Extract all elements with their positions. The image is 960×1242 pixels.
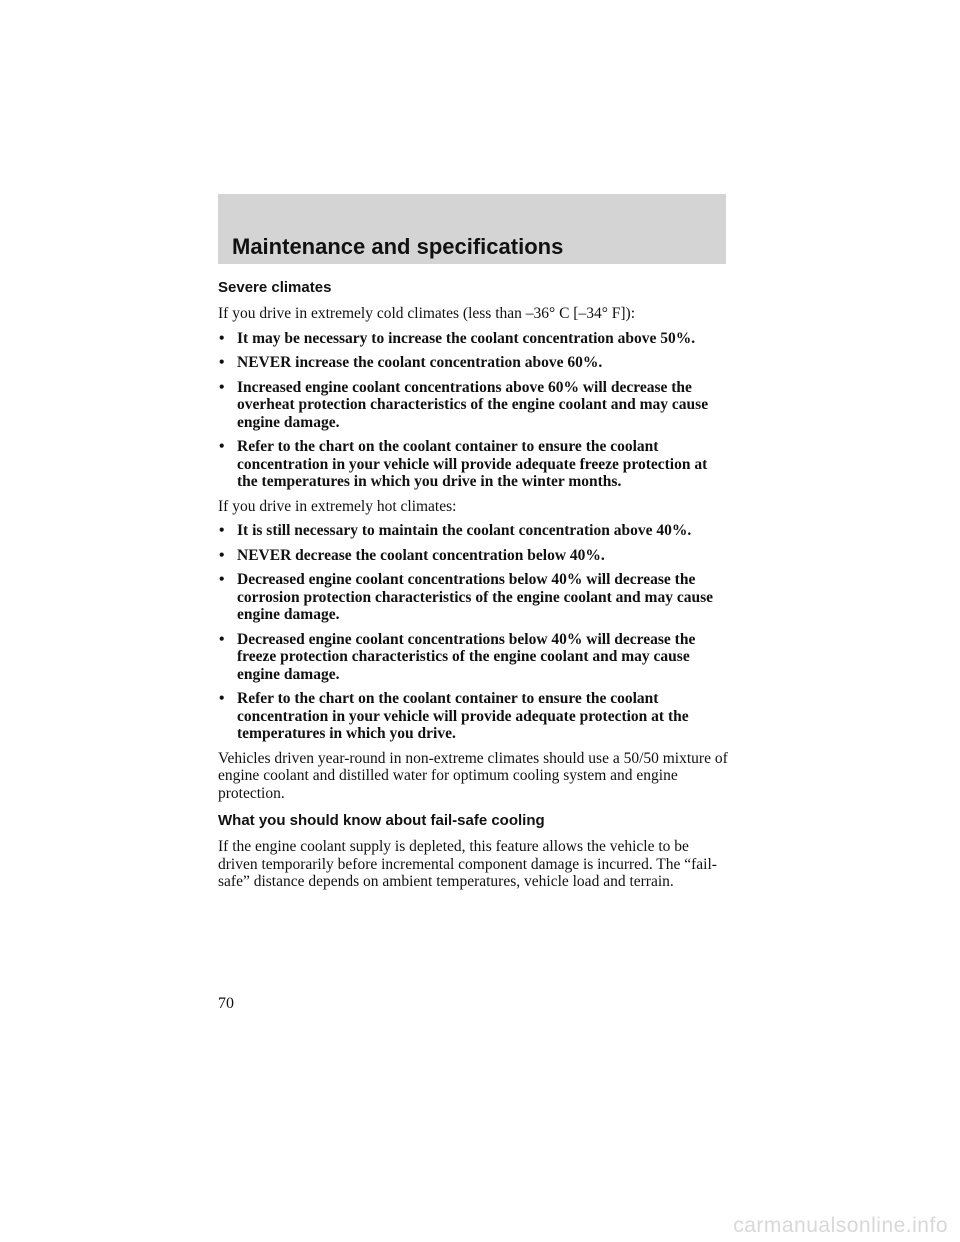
non-extreme-climate-paragraph: Vehicles driven year-round in non-extreme climates should use a 50/50 mixture of engine coolant and distilled water for optimum cooling system and engine protection. xyxy=(218,749,728,802)
bullet-icon: • xyxy=(219,378,225,396)
list-item xyxy=(218,571,728,624)
bullet-text: NEVER decrease the coolant concentration below 40%. xyxy=(237,546,605,564)
hot-climate-bullet-list xyxy=(218,522,728,743)
bullet-text: Refer to the chart on the coolant container to ensure the coolant concentration in your vehicle will provide adequate freeze protection at the temperatures in which you drive in the winter months. xyxy=(237,438,708,490)
bullet-text: NEVER increase the coolant concentration above 60%. xyxy=(237,354,603,371)
list-item xyxy=(218,631,728,684)
bullet-icon: • xyxy=(219,690,225,707)
hot-climate-intro: If you drive in extremely hot climates: xyxy=(218,497,457,515)
bullet-icon: • xyxy=(219,438,225,455)
bullet-icon: • xyxy=(219,546,225,564)
bullet-icon: • xyxy=(219,571,225,588)
cold-climate-bullet-list xyxy=(218,330,728,491)
cold-climate-intro: If you drive in extremely cold climates (less than –36° C [–34° F]): xyxy=(218,305,636,322)
section-header-band xyxy=(218,194,726,264)
bullet-icon: • xyxy=(219,630,225,648)
list-item xyxy=(218,379,728,432)
list-item xyxy=(218,522,728,540)
list-item xyxy=(218,330,728,348)
watermark: carmanualsonline.info xyxy=(733,1214,948,1237)
bullet-icon: • xyxy=(219,329,225,347)
bullet-text: It may be necessary to increase the coolant concentration above 50%. xyxy=(237,329,696,347)
fail-safe-paragraph: If the engine coolant supply is depleted, this feature allows the vehicle to be driven temporarily before incremental component damage is incurred. The “fail-safe” distance depends on ambient temperatures, vehicle load and terrain. xyxy=(218,838,717,890)
heading-severe-climates: Severe climates xyxy=(218,279,332,296)
page-number: 70 xyxy=(218,995,234,1012)
list-item xyxy=(218,547,728,565)
bullet-icon: • xyxy=(219,354,225,371)
bullet-text: Increased engine coolant concentrations above 60% will decrease the overheat protection characteristics of the engine coolant and may cause engine damage. xyxy=(237,378,709,431)
list-item xyxy=(218,354,728,372)
bullet-text: It is still necessary to maintain the coolant concentration above 40%. xyxy=(237,522,692,539)
bullet-text: Decreased engine coolant concentrations below 40% will decrease the corrosion protection characteristics of the engine coolant and may cause engine damage. xyxy=(237,571,713,623)
heading-fail-safe-cooling: What you should know about fail-safe cooling xyxy=(218,812,545,829)
list-item xyxy=(218,438,728,491)
page-content xyxy=(218,279,728,898)
section-header-title: Maintenance and specifications xyxy=(232,234,564,259)
bullet-text: Refer to the chart on the coolant container to ensure the coolant concentration in your vehicle will provide adequate protection at the temperatures in which you drive. xyxy=(237,690,689,742)
list-item xyxy=(218,690,728,743)
bullet-text: Decreased engine coolant concentrations below 40% will decrease the freeze protection characteristics of the engine coolant and may cause engine damage. xyxy=(237,630,696,683)
bullet-icon: • xyxy=(219,522,225,539)
